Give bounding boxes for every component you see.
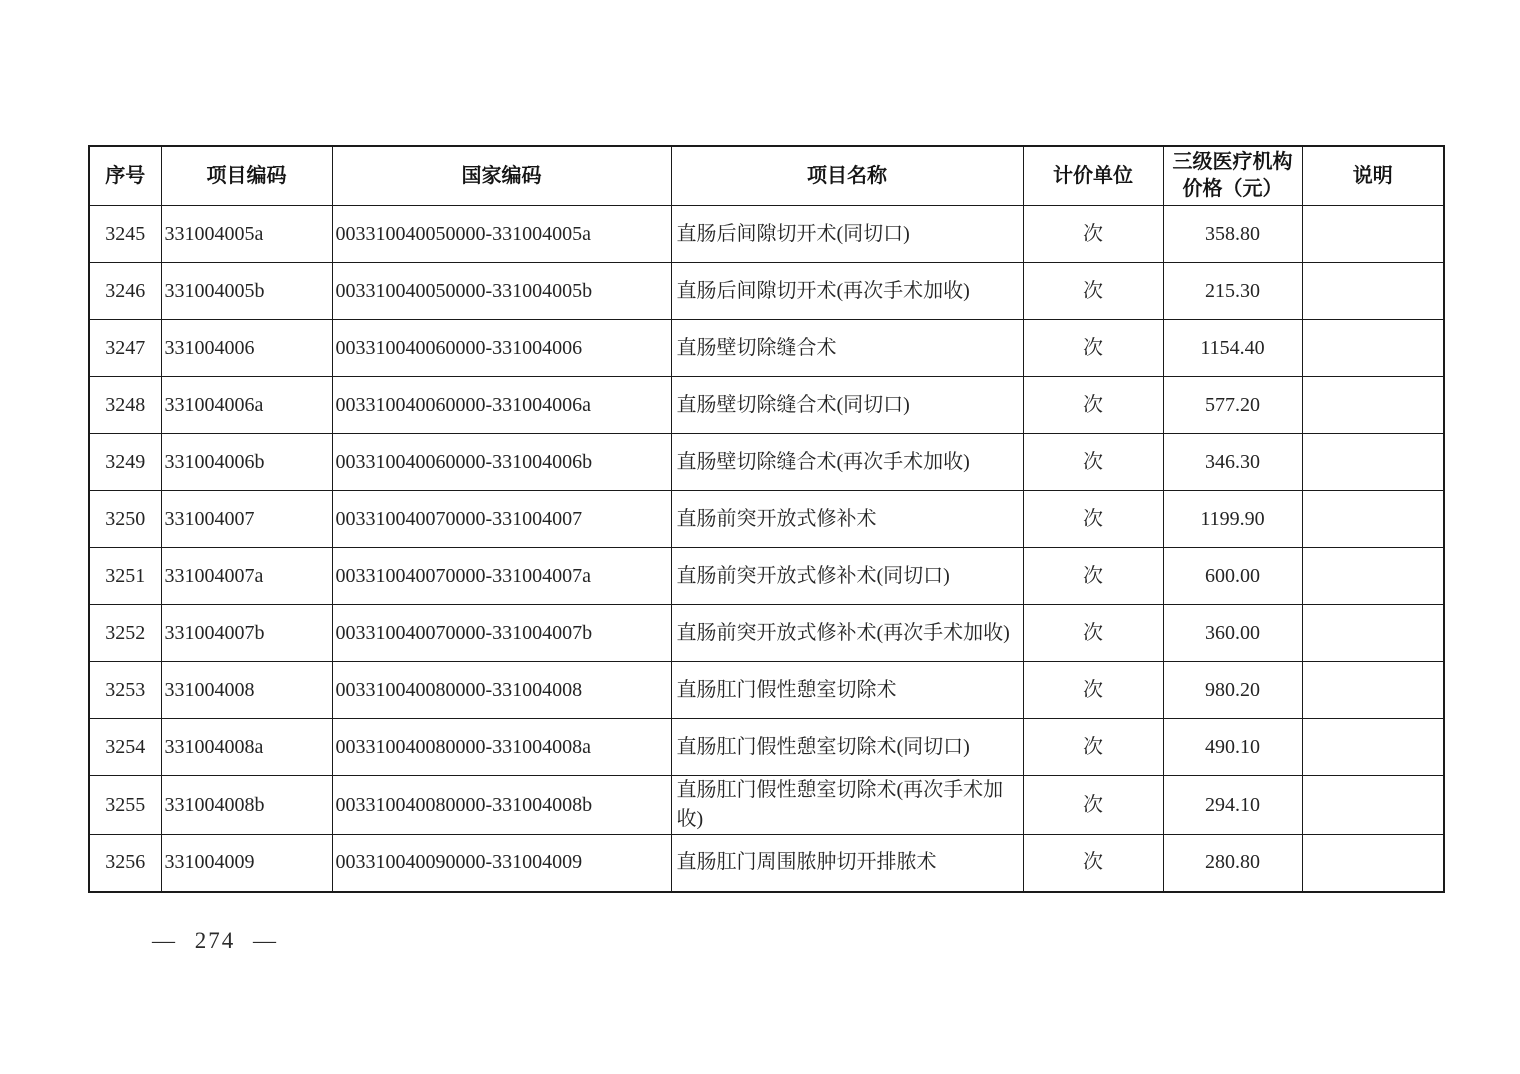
cell-unit: 次 xyxy=(1023,320,1163,377)
table-row xyxy=(89,776,1444,835)
footer-page-number: — 274 — xyxy=(152,928,278,953)
cell-note xyxy=(1302,320,1444,377)
cell-unit: 次 xyxy=(1023,377,1163,434)
cell-price: 600.00 xyxy=(1163,548,1302,605)
cell-note xyxy=(1302,377,1444,434)
cell-code: 331004008b xyxy=(161,776,332,835)
cell-name: 直肠前突开放式修补术(再次手术加收) xyxy=(671,605,1023,662)
cell-unit: 次 xyxy=(1023,835,1163,892)
cell-code: 331004009 xyxy=(161,835,332,892)
cell-name: 直肠肛门假性憩室切除术(同切口) xyxy=(671,719,1023,776)
cell-name: 直肠前突开放式修补术(同切口) xyxy=(671,548,1023,605)
cell-price: 358.80 xyxy=(1163,206,1302,263)
cell-no: 3254 xyxy=(89,719,161,776)
cell-national-code: 003310040090000-331004009 xyxy=(332,835,671,892)
cell-price: 980.20 xyxy=(1163,662,1302,719)
cell-unit: 次 xyxy=(1023,206,1163,263)
cell-price: 577.20 xyxy=(1163,377,1302,434)
cell-price: 1199.90 xyxy=(1163,491,1302,548)
cell-name: 直肠壁切除缝合术(再次手术加收) xyxy=(671,434,1023,491)
cell-note xyxy=(1302,776,1444,835)
cell-national-code: 003310040050000-331004005b xyxy=(332,263,671,320)
header-pricing-unit: 计价单位 xyxy=(1023,146,1163,206)
cell-name: 直肠肛门假性憩室切除术 xyxy=(671,662,1023,719)
cell-price: 346.30 xyxy=(1163,434,1302,491)
cell-no: 3245 xyxy=(89,206,161,263)
cell-national-code: 003310040080000-331004008 xyxy=(332,662,671,719)
cell-name: 直肠肛门假性憩室切除术(再次手术加收) xyxy=(671,776,1023,835)
cell-unit: 次 xyxy=(1023,776,1163,835)
cell-code: 331004005b xyxy=(161,263,332,320)
table-body xyxy=(89,206,1444,892)
cell-note xyxy=(1302,434,1444,491)
header-note: 说明 xyxy=(1302,146,1444,206)
cell-unit: 次 xyxy=(1023,491,1163,548)
cell-unit: 次 xyxy=(1023,263,1163,320)
cell-code: 331004008 xyxy=(161,662,332,719)
table-row xyxy=(89,320,1444,377)
cell-code: 331004008a xyxy=(161,719,332,776)
cell-no: 3251 xyxy=(89,548,161,605)
table-row xyxy=(89,719,1444,776)
table-row xyxy=(89,434,1444,491)
cell-name: 直肠后间隙切开术(再次手术加收) xyxy=(671,263,1023,320)
cell-no: 3255 xyxy=(89,776,161,835)
table-row xyxy=(89,377,1444,434)
cell-code: 331004005a xyxy=(161,206,332,263)
cell-unit: 次 xyxy=(1023,548,1163,605)
cell-code: 331004007 xyxy=(161,491,332,548)
cell-name: 直肠肛门周围脓肿切开排脓术 xyxy=(671,835,1023,892)
cell-unit: 次 xyxy=(1023,662,1163,719)
table-header xyxy=(89,146,1444,206)
cell-unit: 次 xyxy=(1023,434,1163,491)
cell-price: 360.00 xyxy=(1163,605,1302,662)
cell-name: 直肠壁切除缝合术 xyxy=(671,320,1023,377)
table-row xyxy=(89,263,1444,320)
header-serial-number: 序号 xyxy=(89,146,161,206)
cell-note xyxy=(1302,605,1444,662)
cell-national-code: 003310040080000-331004008a xyxy=(332,719,671,776)
cell-code: 331004007b xyxy=(161,605,332,662)
cell-national-code: 003310040080000-331004008b xyxy=(332,776,671,835)
cell-note xyxy=(1302,662,1444,719)
cell-note xyxy=(1302,206,1444,263)
cell-note xyxy=(1302,263,1444,320)
cell-note xyxy=(1302,719,1444,776)
header-national-code: 国家编码 xyxy=(332,146,671,206)
cell-national-code: 003310040070000-331004007 xyxy=(332,491,671,548)
cell-price: 215.30 xyxy=(1163,263,1302,320)
cell-national-code: 003310040060000-331004006a xyxy=(332,377,671,434)
cell-national-code: 003310040060000-331004006 xyxy=(332,320,671,377)
cell-no: 3246 xyxy=(89,263,161,320)
cell-code: 331004007a xyxy=(161,548,332,605)
header-tertiary-price: 三级医疗机构价格（元） xyxy=(1163,146,1302,206)
cell-national-code: 003310040070000-331004007a xyxy=(332,548,671,605)
cell-no: 3252 xyxy=(89,605,161,662)
cell-no: 3249 xyxy=(89,434,161,491)
cell-code: 331004006 xyxy=(161,320,332,377)
cell-unit: 次 xyxy=(1023,605,1163,662)
table-row xyxy=(89,662,1444,719)
cell-national-code: 003310040050000-331004005a xyxy=(332,206,671,263)
table-row xyxy=(89,835,1444,892)
cell-no: 3247 xyxy=(89,320,161,377)
medical-price-table xyxy=(88,145,1445,893)
cell-price: 294.10 xyxy=(1163,776,1302,835)
table-row xyxy=(89,206,1444,263)
cell-note xyxy=(1302,835,1444,892)
table-row xyxy=(89,548,1444,605)
cell-national-code: 003310040060000-331004006b xyxy=(332,434,671,491)
cell-name: 直肠后间隙切开术(同切口) xyxy=(671,206,1023,263)
cell-code: 331004006a xyxy=(161,377,332,434)
header-row xyxy=(89,146,1444,206)
cell-name: 直肠壁切除缝合术(同切口) xyxy=(671,377,1023,434)
table-row xyxy=(89,491,1444,548)
cell-no: 3248 xyxy=(89,377,161,434)
cell-no: 3253 xyxy=(89,662,161,719)
cell-name: 直肠前突开放式修补术 xyxy=(671,491,1023,548)
cell-no: 3256 xyxy=(89,835,161,892)
header-project-code: 项目编码 xyxy=(161,146,332,206)
header-project-name: 项目名称 xyxy=(671,146,1023,206)
cell-unit: 次 xyxy=(1023,719,1163,776)
cell-price: 280.80 xyxy=(1163,835,1302,892)
cell-national-code: 003310040070000-331004007b xyxy=(332,605,671,662)
cell-code: 331004006b xyxy=(161,434,332,491)
cell-note xyxy=(1302,548,1444,605)
cell-price: 490.10 xyxy=(1163,719,1302,776)
cell-note xyxy=(1302,491,1444,548)
cell-price: 1154.40 xyxy=(1163,320,1302,377)
cell-no: 3250 xyxy=(89,491,161,548)
table-row xyxy=(89,605,1444,662)
